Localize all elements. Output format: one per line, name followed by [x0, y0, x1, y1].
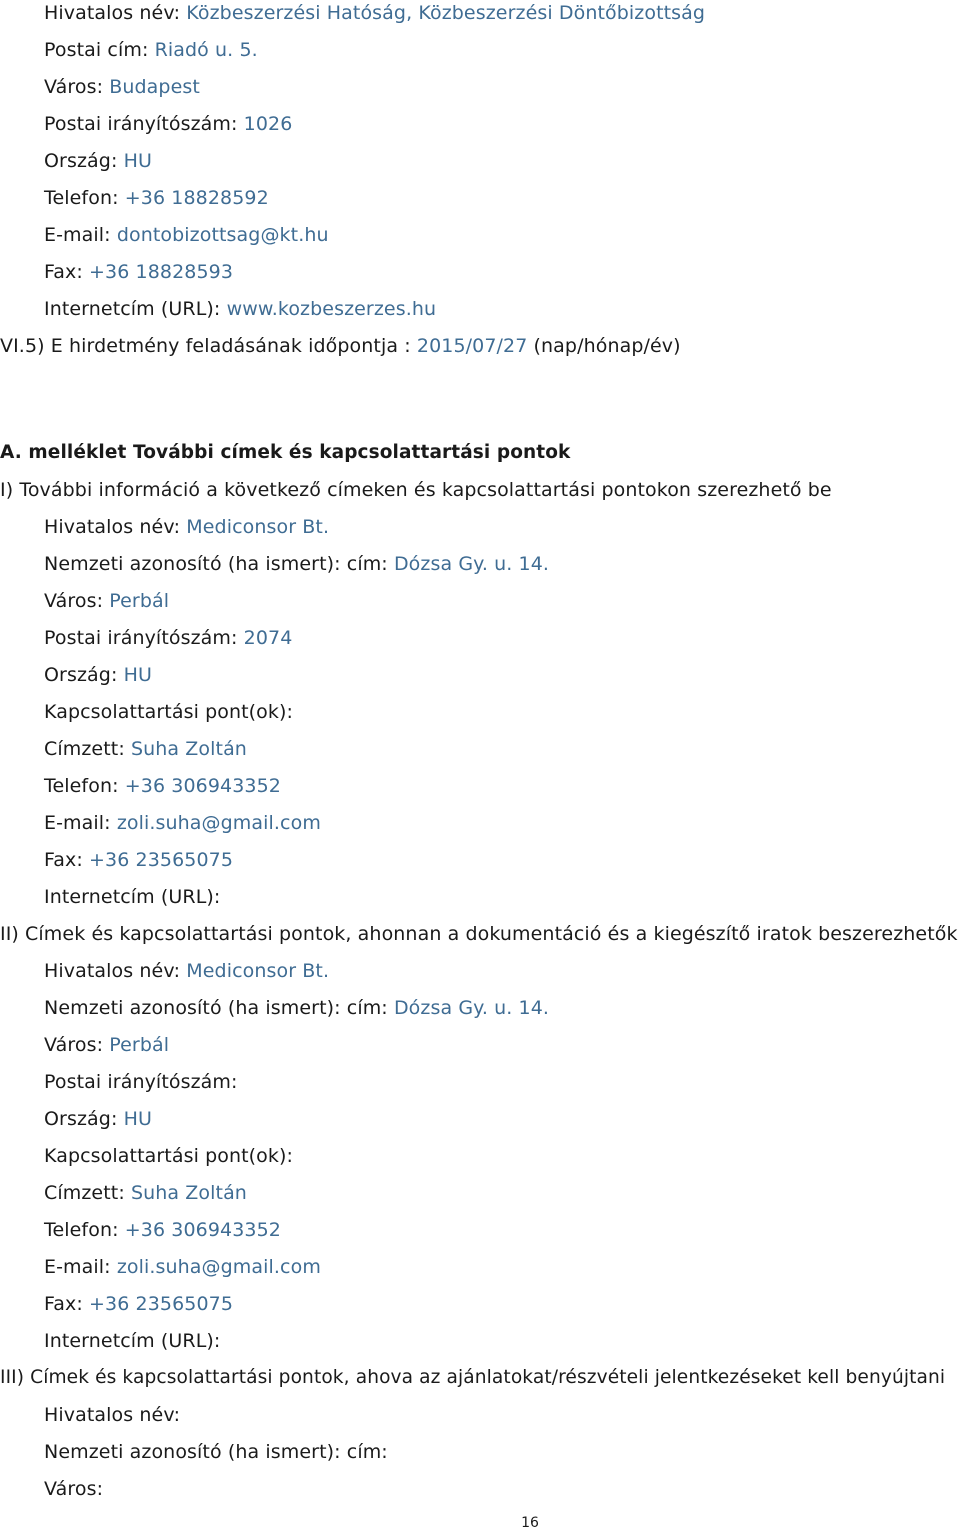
contact-row — [44, 148, 152, 174]
dispatch-date-row — [0, 333, 681, 359]
date-format-note: (nap/hónap/év) — [527, 335, 681, 357]
url-value: www.kozbeszerzes.hu — [226, 298, 437, 320]
contact-row — [44, 259, 233, 285]
field-value: +36 18828593 — [89, 261, 234, 283]
field-label: Hivatalos név: — [44, 1404, 181, 1426]
field-label: Fax: — [44, 261, 90, 283]
field-value: Riadó u. 5. — [154, 39, 258, 61]
field-value: Budapest — [109, 76, 200, 98]
contact-row — [44, 222, 329, 248]
contact-row — [44, 1106, 152, 1132]
contact-row — [44, 1217, 281, 1243]
field-value: Suha Zoltán — [130, 1182, 247, 1204]
contact-row — [44, 625, 292, 651]
field-label: Címzett: — [44, 738, 131, 760]
field-label: E-mail: — [44, 1256, 117, 1278]
contact-row — [44, 1402, 180, 1428]
dispatch-date: 2015/07/27 — [416, 335, 528, 357]
field-value: +36 306943352 — [124, 1219, 281, 1241]
contact-row — [44, 884, 220, 910]
field-label: E-mail: — [44, 224, 117, 246]
page-number: 16 — [521, 1515, 539, 1531]
field-label: Postai irányítószám: — [44, 1071, 238, 1093]
contact-row — [44, 847, 233, 873]
contact-row — [44, 296, 436, 322]
field-value: 1026 — [243, 113, 293, 135]
field-label: Kapcsolattartási pont(ok): — [44, 701, 294, 723]
field-label: Város: — [44, 590, 110, 612]
contact-row — [44, 185, 269, 211]
contact-row — [44, 699, 293, 725]
field-value: +36 23565075 — [89, 1293, 234, 1315]
field-label: Ország: — [44, 664, 124, 686]
contact-row — [44, 514, 329, 540]
field-value: Mediconsor Bt. — [186, 516, 330, 538]
field-label: Telefon: — [44, 187, 125, 209]
field-label: Város: — [44, 1478, 104, 1500]
contact-row — [44, 1180, 247, 1206]
contact-row — [44, 1254, 321, 1280]
field-label: Fax: — [44, 849, 90, 871]
field-value: Suha Zoltán — [130, 738, 247, 760]
field-value: Perbál — [109, 1034, 170, 1056]
contact-row — [44, 773, 281, 799]
field-value: 2074 — [243, 627, 293, 649]
field-label: Nemzeti azonosító (ha ismert): cím: — [44, 1441, 388, 1463]
contact-row — [44, 1032, 169, 1058]
contact-row — [44, 74, 200, 100]
contact-row — [44, 810, 321, 836]
contact-row — [44, 662, 152, 688]
contact-row — [44, 1476, 103, 1502]
field-value: HU — [123, 1108, 152, 1130]
section-heading-iii: III) Címek és kapcsolattartási pontok, ahova az ajánlatokat/részvételi jelentkezéseket kell benyújtani — [0, 1367, 946, 1388]
field-label: Ország: — [44, 150, 124, 172]
contact-row — [44, 1328, 220, 1354]
field-value: +36 306943352 — [124, 775, 281, 797]
section-heading-ii: II) Címek és kapcsolattartási pontok, ahonnan a dokumentáció és a kiegészítő iratok beszerezhetők — [0, 923, 958, 945]
contact-row — [44, 588, 169, 614]
field-label: Internetcím (URL): — [44, 298, 227, 320]
field-label: Postai irányítószám: — [44, 627, 244, 649]
field-label: Kapcsolattartási pont(ok): — [44, 1145, 294, 1167]
email-value: dontobizottsag@kt.hu — [116, 224, 329, 246]
field-label: Telefon: — [44, 1219, 125, 1241]
contact-row — [44, 37, 258, 63]
contact-row — [44, 736, 247, 762]
contact-row — [44, 1291, 233, 1317]
field-label: Nemzeti azonosító (ha ismert): cím: — [44, 553, 394, 575]
field-label: Címzett: — [44, 1182, 131, 1204]
contact-row — [44, 1069, 238, 1095]
field-label: Ország: — [44, 1108, 124, 1130]
field-value: HU — [123, 664, 152, 686]
field-label: Hivatalos név: — [44, 516, 187, 538]
contact-row — [44, 1143, 293, 1169]
field-label: Fax: — [44, 1293, 90, 1315]
field-value: Dózsa Gy. u. 14. — [393, 553, 550, 575]
field-label: Nemzeti azonosító (ha ismert): cím: — [44, 997, 394, 1019]
field-label: VI.5) E hirdetmény feladásának időpontja : — [0, 335, 417, 357]
contact-row — [44, 0, 705, 26]
email-value: zoli.suha@gmail.com — [116, 1256, 321, 1278]
contact-row — [44, 551, 549, 577]
field-label: Hivatalos név: — [44, 960, 187, 982]
field-label: Internetcím (URL): — [44, 1330, 221, 1352]
annex-title: A. melléklet További címek és kapcsolattartási pontok — [0, 442, 571, 463]
field-label: Internetcím (URL): — [44, 886, 221, 908]
field-value: Dózsa Gy. u. 14. — [393, 997, 550, 1019]
field-value: Közbeszerzési Hatóság, Közbeszerzési Döntőbizottság — [186, 2, 706, 24]
contact-row — [44, 995, 549, 1021]
field-label: Postai irányítószám: — [44, 113, 244, 135]
field-value: +36 23565075 — [89, 849, 234, 871]
contact-row — [44, 111, 292, 137]
contact-row — [44, 958, 329, 984]
field-label: E-mail: — [44, 812, 117, 834]
field-value: Perbál — [109, 590, 170, 612]
email-value: zoli.suha@gmail.com — [116, 812, 321, 834]
field-value: Mediconsor Bt. — [186, 960, 330, 982]
contact-row — [44, 1439, 388, 1465]
field-label: Város: — [44, 1034, 110, 1056]
field-label: Postai cím: — [44, 39, 155, 61]
field-value: +36 18828592 — [124, 187, 269, 209]
field-value: HU — [123, 150, 152, 172]
field-label: Telefon: — [44, 775, 125, 797]
section-heading-i: I) További információ a következő címeken és kapcsolattartási pontokon szerezhető be — [0, 479, 832, 501]
field-label: Hivatalos név: — [44, 2, 187, 24]
field-label: Város: — [44, 76, 110, 98]
